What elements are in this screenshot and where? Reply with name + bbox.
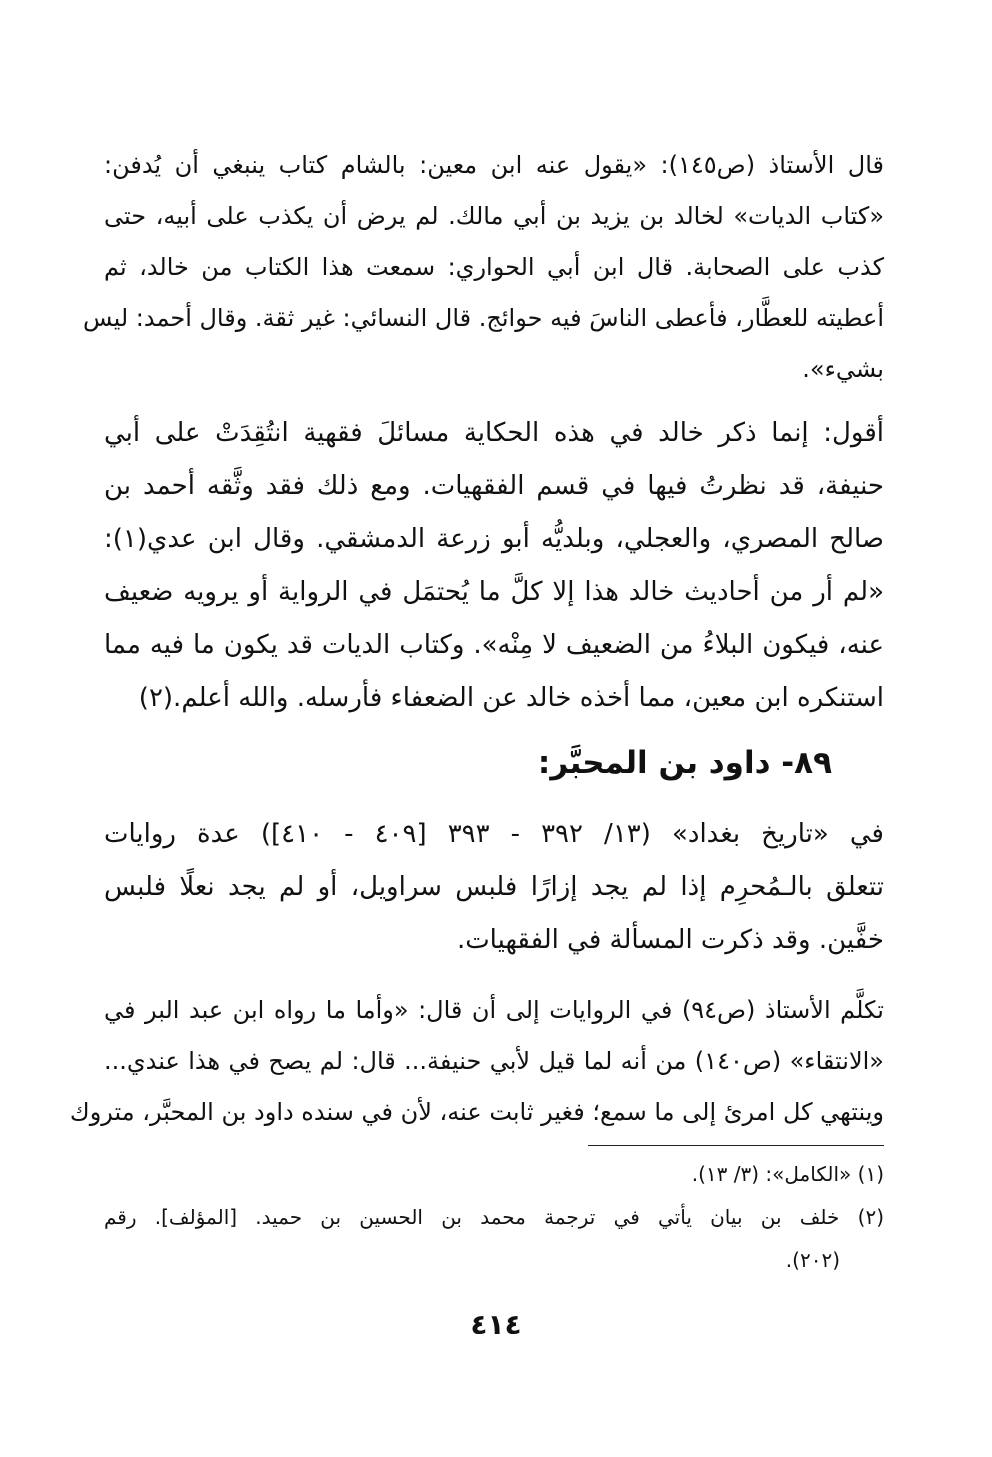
footnote-divider [588, 1145, 884, 1146]
text-line: تكلَّم الأستاذ (ص٩٤) في الروايات إلى أن قال: «وأما ما رواه ابن عبد البر في [104, 996, 884, 1024]
text-line: «كتاب الديات» لخالد بن يزيد بن أبي مالك. لم يرض أن يكذب على أبيه، حتى [104, 202, 884, 230]
text-line: «لم أر من أحاديث خالد هذا إلا كلَّ ما يُحتمَل في الرواية أو يرويه ضعيف [104, 577, 884, 607]
footnote-2: (٢) خلف بن بيان يأتي في ترجمة محمد بن الحسين بن حميد. [المؤلف]. رقم [104, 1205, 884, 1229]
paragraph-intiqa [69, 985, 884, 1138]
footnote-2-continuation: (٢٠٢). [785, 1248, 840, 1272]
footnote-1: (١) «الكامل»: (٣/ ١٣). [691, 1162, 884, 1186]
footnotes [104, 1153, 884, 1282]
text-line: كذب على الصحابة. قال ابن أبي الحواري: سمعت هذا الكتاب من خالد، ثم [104, 253, 884, 281]
text-line: بشيء». [802, 355, 884, 383]
text-line: حنيفة، قد نظرتُ فيها في قسم الفقهيات. ومع ذلك فقد وثَّقه أحمد بن [104, 471, 884, 501]
text-line: أقول: إنما ذكر خالد في هذه الحكاية مسائلَ فقهية انتُقِدَتْ على أبي [104, 418, 884, 448]
text-line: عنه، فيكون البلاءُ من الضعيف لا مِنْه». وكتاب الديات قد يكون ما فيه مما [104, 630, 884, 660]
paragraph-tarikh [104, 808, 884, 967]
text-line: استنكره ابن معين، مما أخذه خالد عن الضعفاء فأرسله. والله أعلم.(٢) [138, 683, 884, 713]
text-line: أعطيته للعطَّار، فأعطى الناسَ فيه حوائج. قال النسائي: غير ثقة. وقال أحمد: ليس [83, 304, 884, 332]
text-line: وينتهي كل امرئ إلى ما سمع؛ فغير ثابت عنه، لأن في سنده داود بن المحبَّر، متروك [69, 1098, 884, 1126]
paragraph-quote [83, 140, 884, 395]
text-line: قال الأستاذ (ص١٤٥): «يقول عنه ابن معين: بالشام كتاب ينبغي أن يُدفن: [104, 151, 884, 179]
section-heading: ٨٩- داود بن المحبَّر: [537, 745, 832, 781]
text-line: في «تاريخ بغداد» (١٣/ ٣٩٢ - ٣٩٣ [٤٠٩ - ٤١٠]) عدة روايات [104, 819, 884, 849]
paragraph-response [104, 407, 884, 725]
text-line: تتعلق بالـمُحرِم إذا لم يجد إزارًا فلبس سراويل، أو لم يجد نعلًا فلبس [104, 872, 884, 902]
text-line: صالح المصري، والعجلي، وبلديُّه أبو زرعة الدمشقي. وقال ابن عدي(١): [104, 524, 884, 554]
text-line: خفَّين. وقد ذكرت المسألة في الفقهيات. [456, 925, 884, 955]
text-line: «الانتقاء» (ص١٤٠) من أنه لما قيل لأبي حنيفة... قال: لم يصح في هذا عندي... [104, 1047, 884, 1075]
page-number: ٤١٤ [470, 1308, 522, 1341]
